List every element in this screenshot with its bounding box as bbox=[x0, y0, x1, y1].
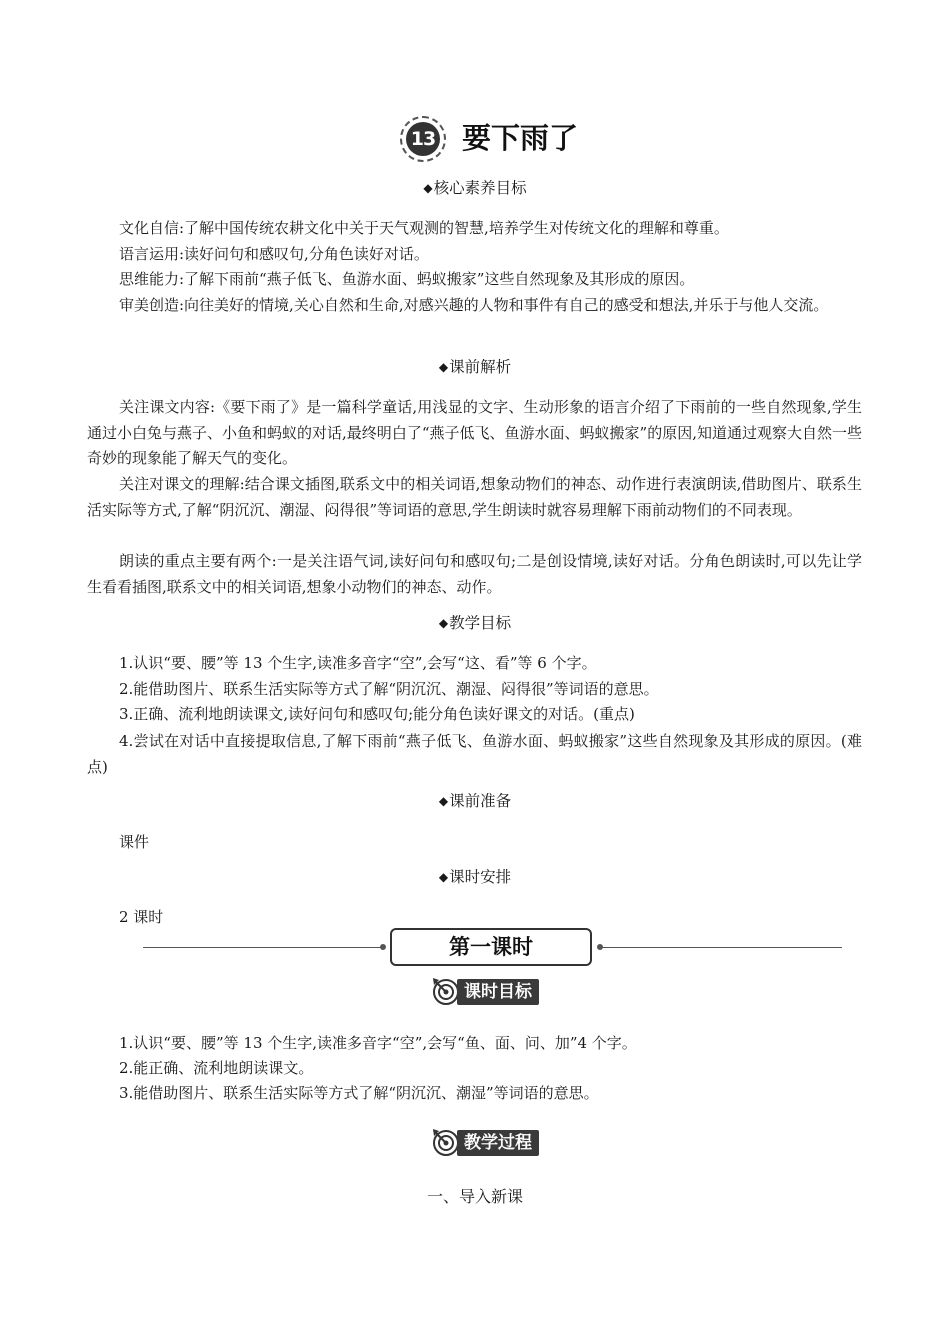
core-literacy-aesthetic: 审美创造:向往美好的情境,关心自然和生命,对感兴趣的人物和事件有自己的感受和想法,并乐于与他人交流。 bbox=[119, 295, 829, 314]
core-literacy-thinking: 思维能力:了解下雨前“燕子低飞、鱼游水面、蚂蚁搬家”这些自然现象及其形成的原因。 bbox=[119, 270, 695, 288]
schedule-content: 2 课时 bbox=[119, 908, 164, 926]
period-goal-item: 2.能正确、流利地朗读课文。 bbox=[119, 1059, 314, 1077]
divider-line-right bbox=[600, 947, 842, 948]
teaching-goal-item: 1.认识“要、腰”等 13 个生字,读准多音字“空”,会写“这、看”等 6 个字。 bbox=[119, 654, 597, 672]
teaching-goal-item: 2.能借助图片、联系生活实际等方式了解“阴沉沉、潮湿、闷得很”等词语的意思。 bbox=[119, 679, 659, 698]
section-heading-analysis: ◆课前解析 bbox=[438, 358, 512, 376]
divider-dot-left bbox=[380, 944, 386, 950]
period-goal-item: 3.能借助图片、联系生活实际等方式了解“阴沉沉、潮湿”等词语的意思。 bbox=[119, 1084, 599, 1102]
diamond-icon: ◆ bbox=[438, 870, 449, 884]
analysis-understanding: 关注对课文的理解:结合课文插图,联系文中的相关词语,想象动物们的神态、动作进行表演朗读,借助图片、联系生活实际等方式,了解“阴沉沉、潮湿、闷得很”等词语的意思,学生朗读时就容易理解下雨前动物们的不同表现。 bbox=[87, 475, 862, 519]
lesson-header bbox=[0, 112, 950, 168]
diamond-icon: ◆ bbox=[438, 794, 449, 808]
section-heading-preparation: ◆课前准备 bbox=[438, 792, 512, 810]
diamond-icon: ◆ bbox=[438, 360, 449, 374]
core-literacy-language: 语言运用:读好问句和感叹句,分角色读好对话。 bbox=[119, 244, 429, 263]
lesson-number: 13 bbox=[406, 122, 440, 156]
period-goals-tag bbox=[431, 977, 561, 1007]
diamond-icon: ◆ bbox=[438, 616, 449, 630]
preparation-content: 课件 bbox=[119, 833, 150, 851]
lesson-number-badge bbox=[400, 116, 446, 162]
divider-line-left bbox=[143, 947, 383, 948]
period-goals-tag-label: 课时目标 bbox=[457, 979, 539, 1005]
teaching-process-tag-label: 教学过程 bbox=[457, 1130, 539, 1156]
section-heading-teaching-goals: ◆教学目标 bbox=[438, 614, 512, 632]
core-literacy-culture: 文化自信:了解中国传统农耕文化中关于天气观测的智慧,培养学生对传统文化的理解和尊重。 bbox=[119, 219, 729, 237]
analysis-content: 关注课文内容:《要下雨了》是一篇科学童话,用浅显的文字、生动形象的语言介绍了下雨前的一些自然现象,学生通过小白兔与燕子、小鱼和蚂蚁的对话,最终明白了“燕子低飞、鱼游水面、蚂蚁搬家”的原因,知道通过观察大自然一些奇妙的现象能了解天气的变化。 bbox=[87, 398, 862, 467]
teaching-goal-item: 3.正确、流利地朗读课文,读好问句和感叹句;能分角色读好课文的对话。(重点) bbox=[119, 705, 635, 723]
analysis-reading-focus: 朗读的重点主要有两个:一是关注语气词,读好问句和感叹句;二是创设情境,读好对话。分角色朗读时,可以先让学生看看插图,联系文中的相关词语,想象小动物们的神态、动作。 bbox=[87, 552, 862, 596]
diamond-icon: ◆ bbox=[423, 181, 433, 195]
period-title: 第一课时 bbox=[390, 928, 592, 966]
process-step-heading: 一、导入新课 bbox=[426, 1187, 523, 1206]
teaching-goal-item: 4.尝试在对话中直接提取信息,了解下雨前“燕子低飞、鱼游水面、蚂蚁搬家”这些自然现象及其形成的原因。(难点) bbox=[87, 732, 862, 776]
lesson-title: 要下雨了 bbox=[462, 121, 579, 155]
teaching-process-tag bbox=[431, 1128, 561, 1158]
section-heading-core-literacy: ◆核心素养目标 bbox=[423, 179, 527, 197]
period-goal-item: 1.认识“要、腰”等 13 个生字,读准多音字“空”,会写“鱼、面、问、加”4 个字。 bbox=[119, 1034, 637, 1052]
section-heading-schedule: ◆课时安排 bbox=[438, 868, 512, 886]
